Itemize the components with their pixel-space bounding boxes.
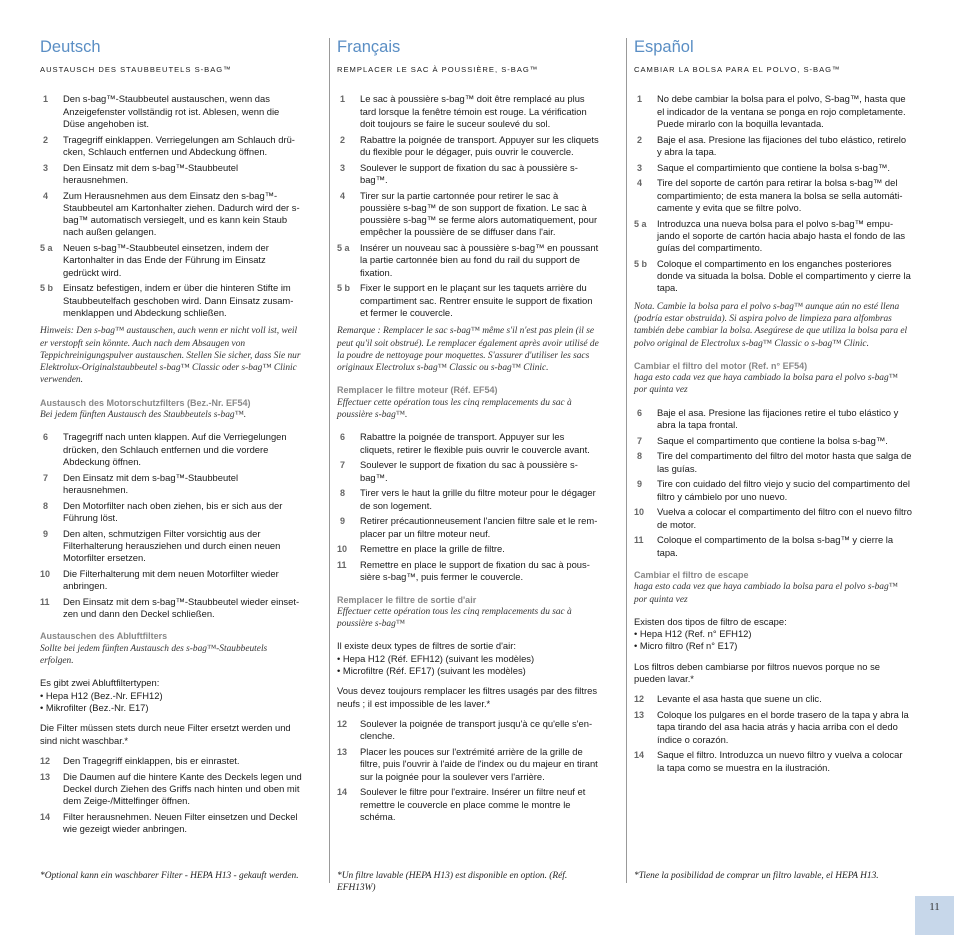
column-divider [626,38,627,883]
footnote: *Optional kann ein waschbarer Filter - HEPA H13 - gekauft werden. [40,871,299,881]
instruction-step [40,93,302,130]
note-text: Nota. Cambie la bolsa para el polvo s-bag™ aunque aún no esté llena (podría estar obstruida). Si aspira polvo de limpieza para alfombras también debe cambiar la bolsa. Asegúrese de que utiliza la bolsa para el polvo original de Electrolux s-bag™ Classic o s-bag™ Clinic. [634,301,908,349]
instruction-step [634,177,912,214]
subsection-note: Sollte bei jedem fünften Austausch des s-bag™-Staubbeutels erfolgen. [40,643,268,667]
step-number: 12 [337,718,348,729]
step-text: Den Einsatz mit dem s-bag™-Staubbeutel wieder einsetzen und dann den Deckel schließen. [63,595,300,620]
instruction-step [40,472,302,497]
step-number: 14 [634,750,645,761]
instruction-step [634,506,912,531]
step-text: Remettre en place la grille de filtre. [360,543,505,555]
step-number: 5 a [634,218,647,229]
step-number: 5 b [40,283,54,294]
step-number: 4 [43,190,49,201]
instruction-step [337,162,599,187]
step-number: 2 [43,134,49,145]
step-text: Soulever la poignée de transport jusqu'à ce qu'elle s'enclenche. [360,717,593,742]
instruction-step [337,718,599,743]
subsection-note: haga esto cada vez que haya cambiado la bolsa para el polvo s-bag™ por quinta vez [634,373,898,396]
instruction-list [634,93,912,774]
instruction-step [40,596,302,621]
step-text: Den Motorfilter nach oben ziehen, bis er sich aus der Führung löst. [63,499,283,523]
step-text: Tire del soporte de cartón para retirar la bolsa s-bag™ del compartimiento; de esta manera la bolsa se sella automáticamente y evita que se filtre polvo. [657,177,903,213]
instruction-step [634,749,912,774]
step-number: 8 [637,451,643,462]
instruction-step [337,242,599,279]
step-text: Einsatz befestigen, indem er über die hinteren Stifte im Staubbeutelfach geschoben wird. Dann Einsatz zusammenklappen und Abdeckung schließen. [63,282,294,318]
subsection-heading: Cambiar el filtro de escape [634,570,749,580]
step-text: Den Tragegriff einklappen, bis er einrastet. [63,754,240,766]
step-number: 1 [43,94,49,105]
step-text: Rabattre la poignée de transport. Appuyer sur les cliquets, retirer le flexible puis ouvrir le couvercle avant. [360,431,590,455]
step-text: Saque el compartimento que contiene la bolsa s-bag™. [657,434,888,446]
step-text: Le sac à poussière s-bag™ doit être remplacé au plus tard lorsque la fenêtre témoin est rouge. La vérification doit toujours se faire le suceur soulevé du sol. [360,93,587,129]
step-number: 9 [340,516,346,527]
instruction-step [634,478,912,503]
step-text: No debe cambiar la bolsa para el polvo, S-bag™, hasta que el indicador de la ventana se ponga en rojo completamente. Puede mirarlo con la boquilla levantada. [657,93,906,129]
paragraph-line: Existen dos tipos de filtro de escape: [634,615,787,627]
paragraph-line: • Hepa H12 (Ref. n° EFH12) [634,628,752,640]
step-text: Placer les pouces sur l'extrémité arrière de la grille de filtre, puis l'ouvrir à l'aide de l'index ou du majeur en tirant sur la poignée pour la soulever vers l'arrière. [360,745,598,782]
step-number: 4 [637,178,643,189]
step-text: Tirer vers le haut la grille du filtre moteur pour le dégager de son logement. [360,487,596,511]
language-heading: Deutsch [40,38,101,56]
step-text: Tirer sur la partie cartonnée pour retirer le sac à poussière s-bag™ de son support de fixation. Le sac à poussière s-bag™ se ferme alors automatiquement, pour empêcher la poussière de se diffuser dans l'air. [360,189,598,238]
column-espanol [634,38,912,777]
instruction-step [40,162,302,187]
subsection-note: Bei jedem fünften Austausch des Staubbeutels s-bag™. [40,410,247,421]
step-text: Saque el filtro. Introduzca un nuevo filtro y vuelva a colocar la tapa como se muestra en la ilustración. [657,749,903,773]
step-text: Soulever le support de fixation du sac à poussière s-bag™. [360,459,578,483]
paragraph-line: • Hepa H12 (Réf. EFH12) (suivant les modèles) [337,652,535,664]
instruction-step [634,450,912,475]
step-number: 4 [340,190,346,201]
instruction-step [337,487,599,512]
instruction-step [337,515,599,540]
note-text: Hinweis: Den s-bag™ austauschen, auch wenn er nicht voll ist, weil er verstopft sein könnte. Auch nach dem Absaugen von Teppichreinigungspulver austauschen. Stellen Sie sicher, dass Sie nur Elektrolux-Originalstaubbeutel s-bag™ Classic oder s-bag™ Clinic verwenden. [40,326,301,386]
paragraph: Die Filter müssen stets durch neue Filter ersetzt werden und sind nicht waschbar.* [40,722,291,746]
step-number: 3 [637,162,643,173]
step-text: Neuen s-bag™-Staubbeutel einsetzen, indem der Kartonhalter in das Ende der Führung im Einsatz gedrückt wird. [63,242,269,278]
instruction-list [337,93,599,823]
footnote: *Un filtre lavable (HEPA H13) est disponible en option. (Réf. EFH13W) [337,871,568,893]
column-deutsch [40,38,302,839]
paragraph: Los filtros deben cambiarse por filtros nuevos porque no se pueden lavar.* [634,660,880,685]
instruction-step [40,500,302,525]
step-text: Remettre en place le support de fixation du sac à poussière s-bag™, puis fermer le couvercle. [360,559,590,583]
step-text: Den alten, schmutzigen Filter vorsichtig aus der Filterhalterung herausziehen und durch einen neuen Motorfilter ersetzen. [63,527,281,564]
instruction-step [634,534,912,559]
instruction-step [337,93,599,130]
step-number: 3 [340,162,346,173]
instruction-step [40,190,302,239]
section-subtitle: AUSTAUSCH DES STAUBBEUTELS S-BAG™ [40,65,232,74]
step-number: 2 [340,134,346,145]
step-number: 10 [40,568,51,579]
step-number: 12 [634,694,645,705]
paragraph-line: Il existe deux types de filtres de sortie d'air: [337,640,516,652]
step-text: Vuelva a colocar el compartimento del filtro con el nuevo filtro de motor. [657,506,912,530]
step-number: 6 [43,432,49,443]
instruction-step [337,431,599,456]
step-text: Tire con cuidado del filtro viejo y sucio del compartimento del filtro y cámbielo por uno nuevo. [657,478,910,502]
step-number: 11 [40,596,50,607]
instruction-step [40,755,302,767]
step-number: 9 [637,479,643,490]
subsection-heading: Cambiar el filtro del motor (Ref. n° EF54) [634,360,808,371]
paragraph: Vous devez toujours remplacer les filtres usagés par des filtres neufs ; il est impossible de les laver.* [337,685,598,709]
step-text: Tragegriff einklappen. Verriegelungen am Schlauch drücken, Schlauch entfernen und Abdeckung öffnen. [63,133,295,157]
instruction-step [634,218,912,255]
step-number: 10 [634,507,645,518]
step-text: Introduzca una nueva bolsa para el polvo s-bag™ empujando el soporte de cartón hacia abajo hasta el fondo de las guías del compartimento. [657,217,906,254]
instruction-step [337,786,599,823]
step-text: Filter herausnehmen. Neuen Filter einsetzen und Deckel wie gezeigt wieder anbringen. [63,810,298,835]
step-number: 11 [337,560,347,570]
instruction-step [634,162,912,174]
step-number: 8 [43,500,49,511]
step-text: Levante el asa hasta que suene un clic. [657,693,822,705]
paragraph: • Microfiltre (Réf. EF17) (suivant les modèles) [337,665,526,677]
instruction-step [634,134,912,159]
step-text: Insérer un nouveau sac à poussière s-bag™ en poussant la partie cartonnée bien au fond du rail du support de fixation. [360,242,599,278]
instruction-step [40,771,302,808]
step-number: 5 b [634,258,648,269]
column-divider [329,38,330,883]
instruction-step [337,746,599,783]
step-text: Baje el asa. Presione las fijaciones retire el tubo elástico y abra la tapa frontal. [657,406,899,431]
subsection-heading: Austausch des Motorschutzfilters (Bez.-Nr. EF54) [40,397,251,408]
step-text: Die Daumen auf die hintere Kante des Deckels legen und Deckel durch Ziehen des Griffs nach hinten und oben mit dem Zeige-/Mittelfinger öffnen. [63,770,302,807]
instruction-step [634,407,912,432]
step-number: 5 a [337,243,350,254]
step-text: Coloque los pulgares en el borde trasero de la tapa y abra la tapa tirando del asa hacia atrás y hacia arriba con el dedo índice o corazón. [657,709,909,745]
step-number: 12 [40,755,51,766]
instruction-step [40,282,302,319]
instruction-step [337,282,599,319]
instruction-step [40,242,302,279]
paragraph: • Mikrofilter (Bez.-Nr. E17) [40,701,149,713]
step-number: 13 [634,710,645,721]
step-number: 6 [340,432,346,443]
step-text: Baje el asa. Presione las fijaciones del tubo elástico, retirelo y abra la tapa. [657,133,907,157]
step-text: Fixer le support en le plaçant sur les taquets arrière du compartiment sac. Rentrer ensuite le support de fixation et fermer le couvercle. [360,282,593,318]
section-subtitle: REMPLACER LE SAC À POUSSIÈRE, S-BAG™ [337,65,539,74]
step-text: Soulever le filtre pour l'extraire. Insérer un filtre neuf et remettre le couvercle en place comme le montre le schéma. [360,786,586,822]
step-number: 8 [340,488,346,499]
step-number: 13 [337,746,348,757]
paragraph: • Micro filtro (Ref n° E17) [634,640,738,652]
subsection-note: Effectuer cette opération tous les cinq remplacements du sac à poussière s-bag™ [337,606,572,630]
step-text: Den Einsatz mit dem s-bag™-Staubbeutel herausnehmen. [63,161,239,185]
step-number: 1 [637,94,643,105]
step-number: 2 [637,134,643,145]
instruction-step [40,431,302,468]
footnote: *Tiene la posibilidad de comprar un filtro lavable, el HEPA H13. [634,871,879,881]
page-number: 11 [915,896,954,935]
step-number: 1 [340,94,346,105]
instruction-step [337,543,599,555]
step-number: 7 [637,435,643,446]
step-number: 9 [43,528,49,539]
step-number: 3 [43,162,49,173]
step-text: Rabattre la poignée de transport. Appuyer sur les cliquets du flexible pour le dégager, puis ouvrir le couvercle. [360,133,599,157]
subsection-note: haga esto cada vez que haya cambiado la bolsa para el polvo s-bag™ por quinta vez [634,582,898,605]
instruction-step [40,811,302,836]
step-text: Saque el compartimiento que contiene la bolsa s-bag™. [657,161,890,173]
subsection-heading: Remplacer le filtre de sortie d'air [337,594,477,605]
language-heading: Español [634,38,694,56]
subsection-heading: Austauschen des Abluftfilters [40,631,168,642]
step-number: 14 [337,787,348,798]
step-text: Den Einsatz mit dem s-bag™-Staubbeutel herausnehmen. [63,471,239,495]
subsection-heading: Remplacer le filtre moteur (Réf. EF54) [337,385,498,396]
instruction-step [40,528,302,565]
step-number: 6 [637,407,643,418]
step-text: Retirer précautionneusement l'ancien filtre sale et le remplacer par un filtre moteur neuf. [360,515,598,539]
instruction-step [40,568,302,593]
step-number: 5 b [337,283,351,294]
instruction-step [634,693,912,705]
step-text: Tragegriff nach unten klappen. Auf die Verriegelungen drücken, den Schlauch entfernen und die vordere Abdeckung öffnen. [63,431,287,467]
instruction-step [337,190,599,239]
step-number: 5 a [40,243,53,254]
paragraph-line: Es gibt zwei Abluftfiltertypen: [40,677,160,689]
step-text: Tire del compartimento del filtro del motor hasta que salga de las guías. [657,450,912,474]
step-text: Zum Herausnehmen aus dem Einsatz den s-bag™-Staubbeutel am Kartonhalter ziehen. Dadurch wird der s-bag™ automatisch versiegelt, und es kann kein Staub nach außen gelangen. [63,189,300,238]
instruction-list [40,93,302,835]
step-number: 7 [43,472,49,483]
column-francais [337,38,599,827]
instruction-step [337,559,599,584]
step-number: 13 [40,771,51,782]
instruction-step [337,134,599,159]
instruction-step [337,459,599,484]
subsection-note: Effectuer cette opération tous les cinq remplacements du sac à poussière s-bag™. [337,397,572,421]
section-subtitle: CAMBIAR LA BOLSA PARA EL POLVO, S-BAG™ [634,65,841,74]
language-heading: Français [337,38,401,56]
paragraph-line: • Hepa H12 (Bez.-Nr. EFH12) [40,689,163,701]
step-number: 11 [634,535,644,546]
instruction-step [40,134,302,159]
step-number: 7 [340,460,346,471]
step-text: Coloque el compartimento de la bolsa s-bag™ y cierre la tapa. [657,534,894,558]
step-number: 14 [40,811,51,822]
instruction-step [634,258,912,295]
step-text: Soulever le support de fixation du sac à poussière s-bag™. [360,161,578,185]
instruction-step [634,709,912,746]
instruction-step [634,93,912,130]
step-text: Den s-bag™-Staubbeutel austauschen, wenn das Anzeigefenster vollständig rot ist. Ablesen, wenn die Düse angehoben ist. [63,93,280,129]
step-text: Coloque el compartimento en los enganches posteriores donde va situada la bolsa. Doble el compartimento y cierre la tapa. [657,257,911,294]
instruction-step [634,435,912,447]
note-text: Remarque : Remplacer le sac s-bag™ même s'il n'est pas plein (il se peut qu'il soit obstrué). Le remplacer également après avoir utilisé de la poudre de nettoyage pour moquettes. S'assurer d'utiliser les sacs originaux Electrolux s-bag™ Classic ou s-bag™ Clinic. [337,326,599,374]
step-text: Die Filterhalterung mit dem neuen Motorfilter wieder anbringen. [63,567,279,592]
step-number: 10 [337,544,348,555]
